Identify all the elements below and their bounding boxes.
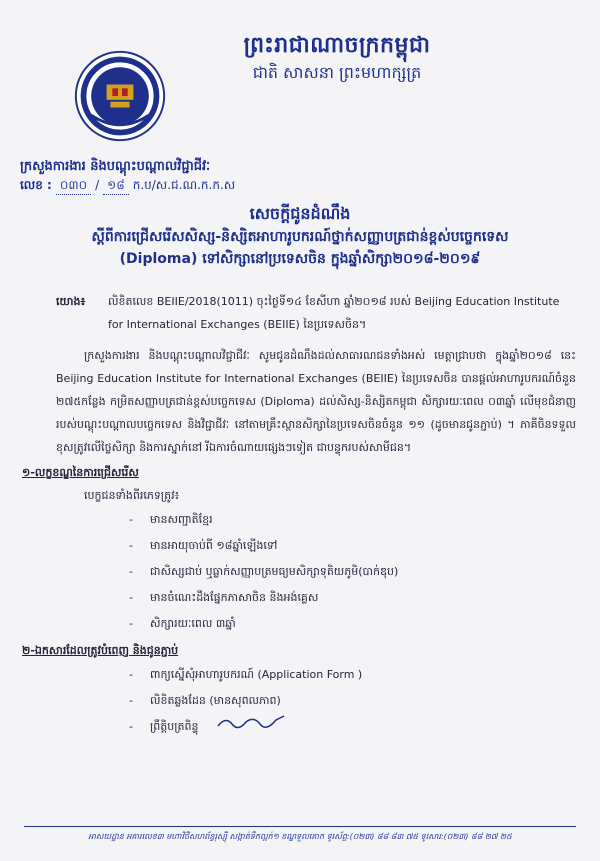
reference-number: ០៣០ [56, 176, 91, 195]
handwritten-signature-icon [216, 714, 286, 730]
ministry-name: ក្រសួងការងារ និងបណ្តុះបណ្តាលវិជ្ជាជីវៈ [20, 159, 211, 174]
reference-suffix: ក.ប/ស.ជ.ណ.ក.ក.ស [132, 178, 236, 192]
document-subtitle-line1: ស្តីពីការជ្រើសរើសសិស្ស-និស្សិតអាហារូបករណ៍ថ្នាក់សញ្ញាបត្រជាន់ខ្ពស់បច្ចេកទេស [91, 229, 509, 245]
reference-number-line [20, 176, 280, 195]
reference-para-text: លិខិតលេខ BEIIE/2018(1011) ចុះថ្ងៃទី១៤ ខែសីហា ឆ្នាំ២០១៨ របស់ Beijing Education Institute for International Exchanges (BEIIE) នៃប្រទេសចិន។ [108, 295, 560, 331]
list-item: - ព្រឹត្តិបត្រពិន្ទុ [126, 714, 576, 740]
section1-heading: ១-លក្ខខណ្ឌនៃការជ្រើសរើស [22, 466, 139, 479]
document-subtitle-line2: (Diploma) ទៅសិក្សានៅប្រទេសចិន ក្នុងឆ្នាំសិក្សា២០១៨-២០១៩ [119, 251, 481, 267]
reference-para-label: យោង៖ [56, 295, 86, 308]
ministry-block [20, 158, 280, 195]
main-paragraph: ក្រសួងការងារ និងបណ្តុះបណ្តាលវិជ្ជាជីវៈ សូមជូនដំណឹងដល់សាធារណជនទាំងអស់ មេត្តាជ្រាបថា ក្នុងឆ្នាំ២០១៨ នេះ Beijing Education Institute for International Exchanges (BEIIE) នៃប្រទេសចិន បានផ្តល់អាហារូបករណ៍ចំនួន ២៧៥កន្លែង កម្រិតសញ្ញាបត្រជាន់ខ្ពស់បច្ចេកទេស (Diploma) ដល់សិស្ស-និស្សិតកម្ពុជា សិក្សារយៈពេល ០៣ឆ្នាំ លើមុខជំនាញរបស់បណ្តុះបណ្តាលបច្ចេកទេស និងវិជ្ជាជីវៈ នៅតាមគ្រឹះស្ថានសិក្សានៃប្រទេសចិនចំនួន ១១ (ដូចមានជូនភ្ជាប់) ។ ភាគីចិនទទួលខុសត្រូវលើថ្លៃសិក្សា និងការស្នាក់នៅ រីឯការចំណាយផ្សេងៗទៀត ជាបន្ទុករបស់សាមីជន។ [56, 349, 576, 454]
section2-heading: ២-ឯកសារដែលត្រូវបំពេញ និងជូនភ្ជាប់ [22, 644, 179, 657]
title-block [20, 202, 580, 270]
reference-separator: / [95, 178, 100, 192]
list-item: - ជាសិស្សជាប់ ឬធ្លាក់សញ្ញាបត្រមធ្យមសិក្សាទុតិយភូមិ(បាក់ឌុប) [129, 565, 399, 578]
footer-divider [24, 826, 576, 827]
reference-paragraph [56, 290, 576, 336]
ministry-logo-icon [72, 48, 168, 144]
section2-list [126, 662, 576, 740]
section1-lead: បេក្ខជនទាំងពីរភេទត្រូវ៖ [84, 489, 180, 502]
document-body [22, 290, 576, 740]
kingdom-title: ព្រះរាជាណាចក្រកម្ពុជា [243, 33, 431, 58]
reference-label: លេខ : [20, 178, 52, 192]
list-item: - មានសញ្ជាតិខ្មែរ [129, 513, 213, 526]
section1-list [126, 507, 576, 637]
list-item: - លិខិតឆ្លងដែន (មានសុពលភាព) [129, 694, 281, 707]
list-item: - មានចំណេះដឹងផ្នែកភាសាចិន និងអង់គ្លេស [129, 591, 319, 604]
kingdom-motto: ជាតិ សាសនា ព្រះមហាក្សត្រ [252, 63, 422, 82]
list-item: - មានអាយុចាប់ពី ១៨ឆ្នាំឡើងទៅ [129, 539, 278, 552]
document-title: សេចក្តីជូនដំណឹង [249, 204, 351, 223]
list-item: - ពាក្យស្នើសុំអាហារូបករណ៍ (Application Form ) [129, 668, 363, 681]
reference-year: ១៨ [103, 176, 129, 195]
kingdom-header [232, 32, 442, 84]
footer-address: អាសយដ្ឋាន អគារលេខ៣ មហាវិថីសហព័ន្ធរុស្ស៊ី សង្កាត់ទឹកល្អក់១ ខណ្ឌទួលគោក ទូរស័ព្ទ:(០២៣) ៨៨ ៨៣ ៧៥ ទូរសារ:(០២៣) ៨៨ ២៧ ២៥ [88, 832, 512, 841]
list-item: - សិក្សារយៈពេល ៣ឆ្នាំ [129, 617, 236, 630]
